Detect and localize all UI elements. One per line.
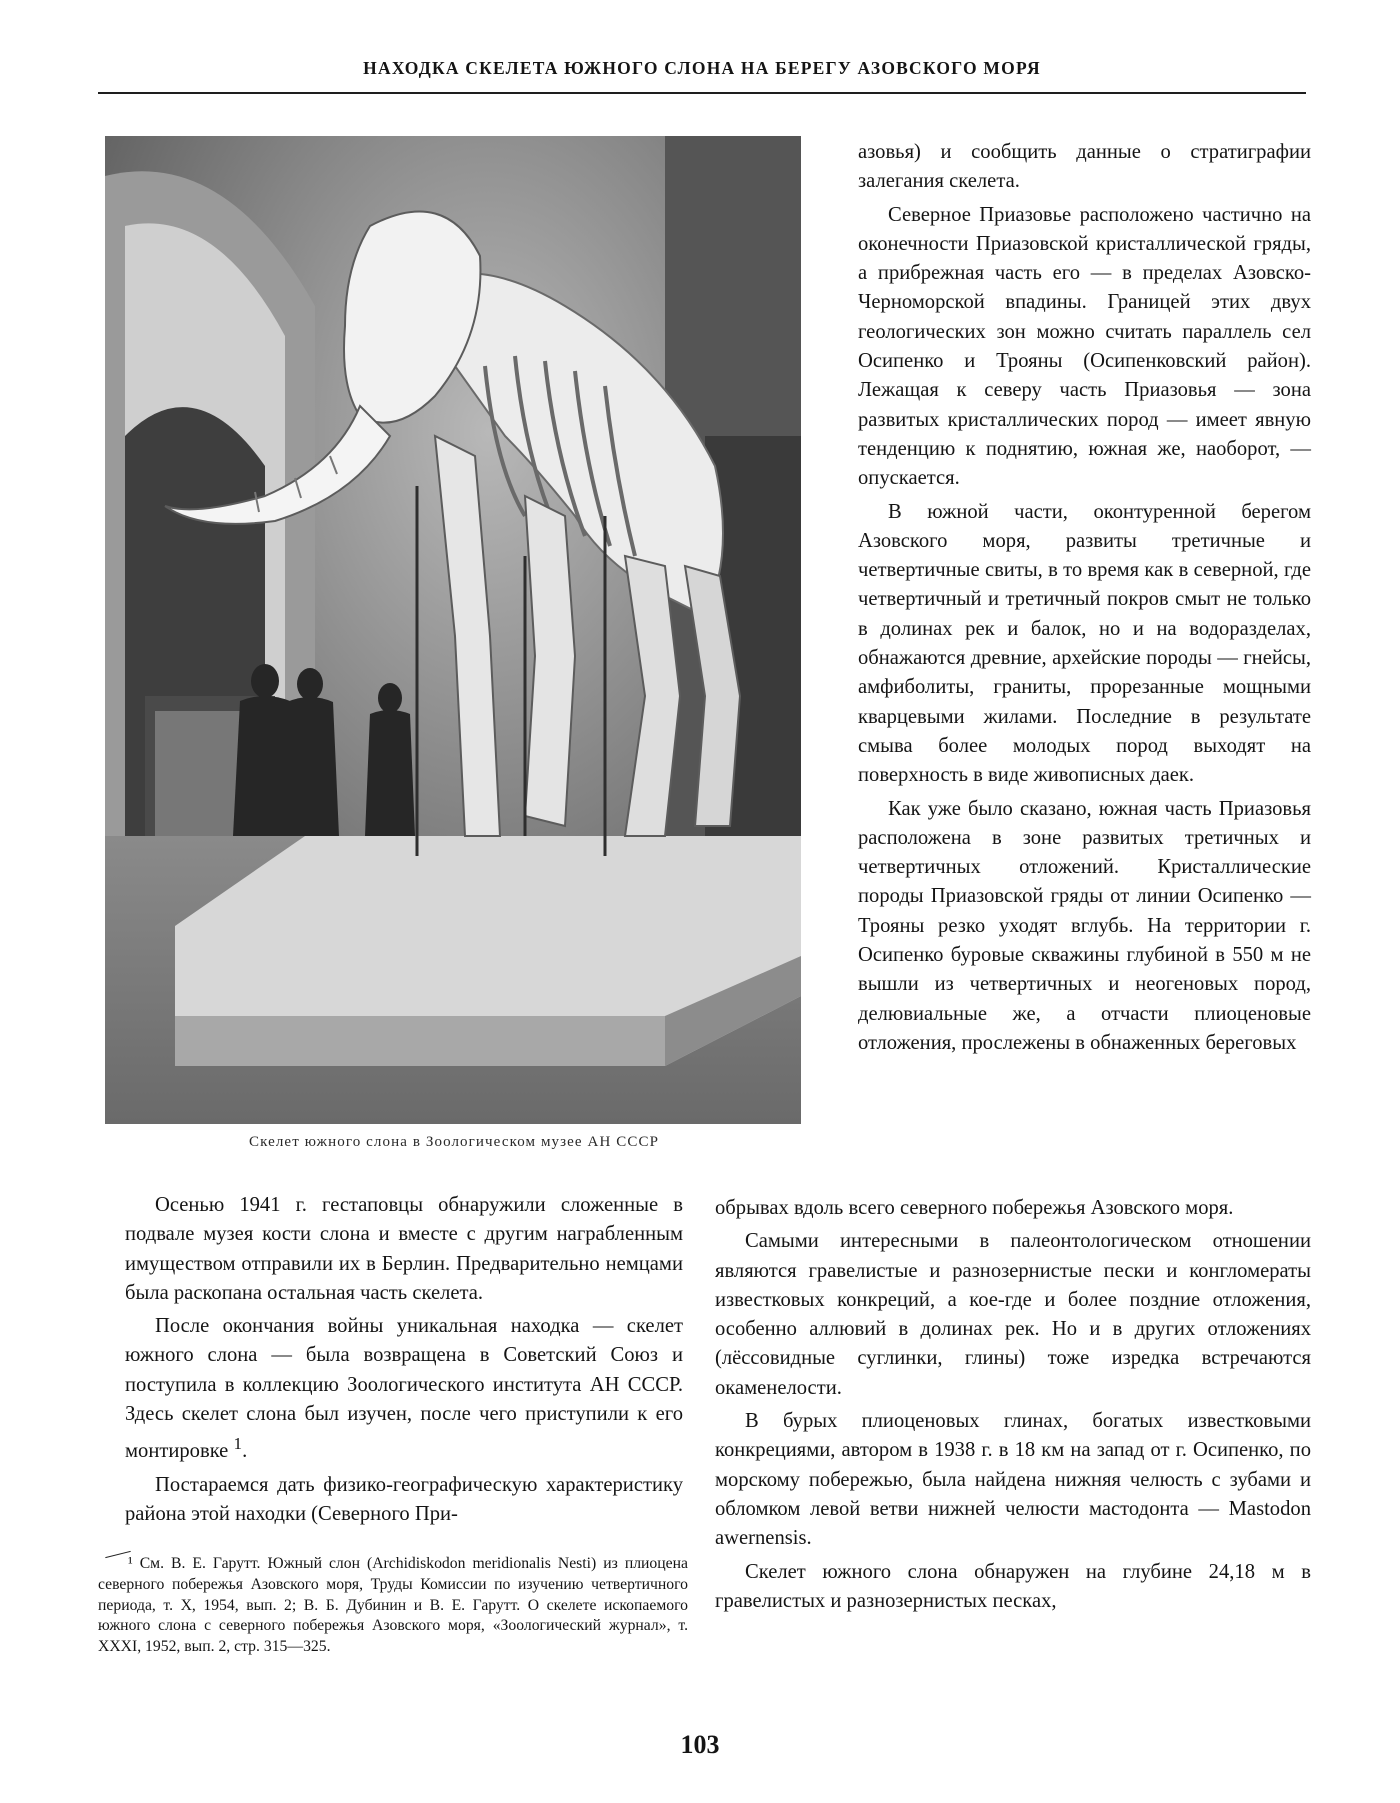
- left-column-bottom: [125, 1191, 683, 1529]
- right-column-bottom: [715, 1194, 1311, 1616]
- right-column-top: [858, 138, 1311, 1058]
- paragraph: Самыми интересными в палеонтологическом отношении являются гравелистые и разнозернистые пески и конгломераты известковых конкреций, а кое-где и более поздние отложения, особенно аллювий в долинах рек. Но и в других отложениях (лёссовидные суглинки, глины) тоже изредка встречаются окаменелости.: [715, 1230, 1311, 1399]
- footnote-marker: 1: [233, 1434, 243, 1454]
- header-rule: [98, 92, 1306, 94]
- paragraph: Северное Приазовье расположено частично на оконечности Приазовской кристаллической гряды, а прибрежная часть его — в пределах Азовско-Черноморской впадины. Границей этих двух геологических зон можно считать параллель сел Осипенко и Трояны (Осипенковский район). Лежащая к северу часть Приазовья — зона развитых кристаллических пород — имеет явную тенденцию к поднятию, южная же, наоборот, — опускается.: [858, 203, 1311, 490]
- running-head: НАХОДКА СКЕЛЕТА ЮЖНОГО СЛОНА НА БЕРЕГУ АЗОВСКОГО МОРЯ: [363, 58, 1041, 78]
- paragraph: После окончания войны уникальная находка — скелет южного слона — была возвращена в Советский Союз и поступила в коллекцию Зоологического института АН СССР. Здесь скелет слона был изучен, после чего приступили к его монтировке $^1$.: [125, 1315, 683, 1463]
- paragraph: Осенью 1941 г. гестаповцы обнаружили сложенные в подвале музея кости слона и вместе с другим награбленным имуществом отправили их в Берлин. Предварительно немцами была раскопана остальная часть скелета.: [125, 1194, 683, 1304]
- paragraph: обрывах вдоль всего северного побережья Азовского моря.: [715, 1197, 1234, 1219]
- footnotes: [98, 1554, 688, 1658]
- paragraph: В бурых плиоценовых глинах, богатых известковыми конкрециями, автором в 1938 г. в 18 км на запад от г. Осипенко, по морскому побережью, была найдена нижняя челюсть с зубами и обломком левой ветви нижней челюсти мастодонта — Mastodon awernensis.: [715, 1410, 1311, 1550]
- page-number: 103: [680, 1730, 720, 1759]
- skeleton-photograph: [105, 136, 801, 1124]
- paragraph-text: После окончания войны уникальная находка — скелет южного слона — была возвращена в Советский Союз и поступила в коллекцию Зоологического института АН СССР. Здесь скелет слона был изучен, после чего приступили к его монтировке: [125, 1315, 683, 1463]
- paragraph: азовья) и сообщить данные о стратиграфии залегания скелета.: [858, 141, 1311, 193]
- paragraph: В южной части, оконтуренной берегом Азовского моря, развиты третичные и четвертичные свиты, в то время как в северной, где четвертичный и третичный покров смыт не только в долинах рек и балок, но и на водоразделах, обнажаются древние, архейские породы — гнейсы, амфиболиты, граниты, прорезанные мощными кварцевыми жилами. Последние в результате смыва более молодых пород выходят на поверхность в виде живописных даек.: [858, 500, 1311, 787]
- paragraph: Как уже было сказано, южная часть Приазовья расположена в зоне развитых третичных и четвертичных отложений. Кристаллические породы Приазовской гряды от линии Осипенко — Трояны резко уходят вглубь. На территории г. Осипенко буровые скважины глубиной в 550 м не вышли из четвертичных и неогеновых пород, делювиальные же, а отчасти плиоценовые отложения, прослежены в обнаженных береговых: [858, 797, 1311, 1054]
- paragraph: Скелет южного слона обнаружен на глубине 24,18 м в гравелистых и разнозернистых песках,: [715, 1560, 1311, 1612]
- figure-caption: Скелет южного слона в Зоологическом музее АН СССР: [248, 1134, 660, 1150]
- paragraph: Постараемся дать физико-географическую характеристику района этой находки (Северного При-: [125, 1473, 683, 1525]
- footnote: ¹ См. В. Е. Гарутт. Южный слон (Archidiskodon meridionalis Nesti) из плиоцена северного побережья Азовского моря, Труды Комиссии по изучению четвертичного периода, т. X, 1954, вып. 2; В. Б. Дубинин и В. Е. Гарутт. О скелете ископаемого южного слона с северного побережья Азовского моря, «Зоологический журнал», т. XXXI, 1952, вып. 2, стр. 315—325.: [98, 1555, 688, 1656]
